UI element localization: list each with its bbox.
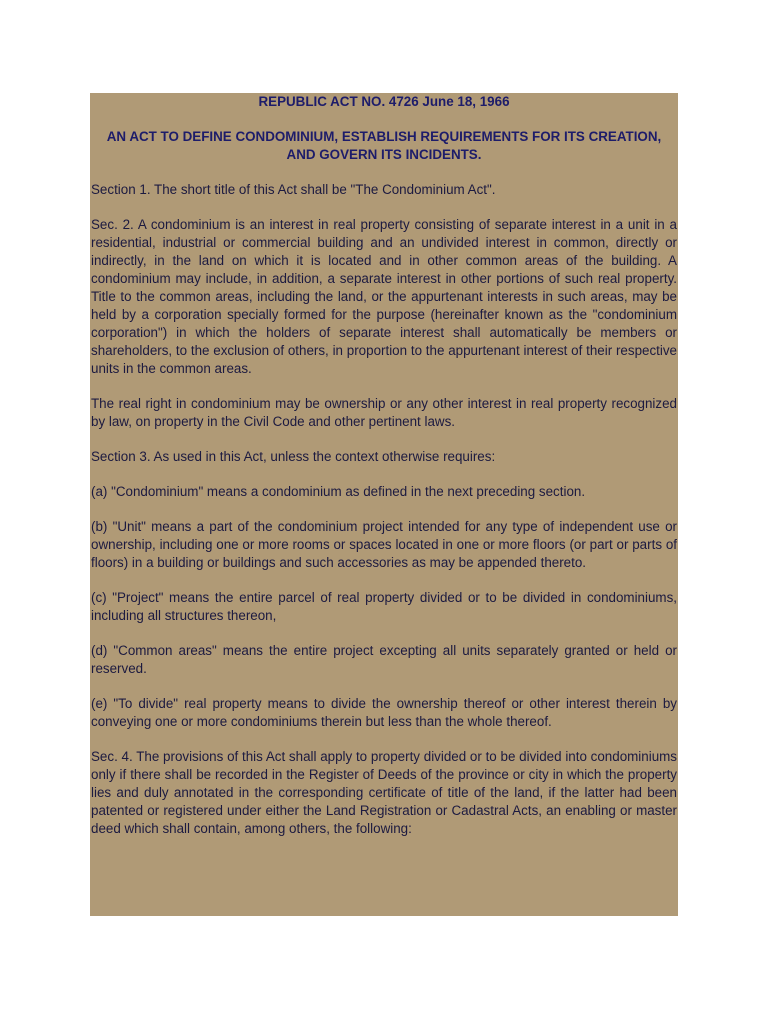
section-2-paragraph: Sec. 2. A condominium is an interest in real property consisting of separate interest in a unit in a residential, industrial or commercial building and an undivided interest in common, directly or indirectly, in the land on which it is located and in other common areas of the building. A condominium may include, in addition, a separate interest in other portions of such real property. Title to the common areas, including the land, or the appurtenant interests in such areas, may be held by a corporation specially formed for the purpose (hereinafter known as the "condominium corporation") in which the holders of separate interest shall automatically be members or shareholders, to the exclusion of others, in proportion to the appurtenant interest of their respective units in the common areas. <box>91 217 677 376</box>
real-right-paragraph: The real right in condominium may be ownership or any other interest in real property recognized by law, on property in the Civil Code and other pertinent laws. <box>91 396 677 429</box>
document-page <box>90 93 678 916</box>
definition-d-paragraph: (d) "Common areas" means the entire project excepting all units separately granted or held or reserved. <box>91 643 677 676</box>
document-title: REPUBLIC ACT NO. 4726 June 18, 1966 <box>258 94 510 109</box>
document-subtitle: AN ACT TO DEFINE CONDOMINIUM, ESTABLISH REQUIREMENTS FOR ITS CREATION, AND GOVERN ITS INCIDENTS. <box>106 129 662 162</box>
definition-a-paragraph: (a) "Condominium" means a condominium as defined in the next preceding section. <box>91 484 586 499</box>
section-4-paragraph: Sec. 4. The provisions of this Act shall apply to property divided or to be divided into condominiums only if there shall be recorded in the Register of Deeds of the province or city in which the property lies and duly annotated in the corresponding certificate of title of the land, if the latter had been patented or registered under either the Land Registration or Cadastral Acts, an enabling or master deed which shall contain, among others, the following: <box>91 749 677 836</box>
definition-c-paragraph: (c) "Project" means the entire parcel of real property divided or to be divided in condominiums, including all structures thereon, <box>91 590 677 623</box>
definition-b-paragraph: (b) "Unit" means a part of the condominium project intended for any type of independent use or ownership, including one or more rooms or spaces located in one or more floors (or part or parts of floors) in a building or buildings and such accessories as may be appended thereto. <box>91 519 677 570</box>
section-3-paragraph: Section 3. As used in this Act, unless the context otherwise requires: <box>91 449 496 464</box>
definition-e-paragraph: (e) "To divide" real property means to divide the ownership thereof or other interest therein by conveying one or more condominiums therein but less than the whole thereof. <box>91 696 677 729</box>
section-1-paragraph: Section 1. The short title of this Act shall be "The Condominium Act". <box>91 182 496 197</box>
